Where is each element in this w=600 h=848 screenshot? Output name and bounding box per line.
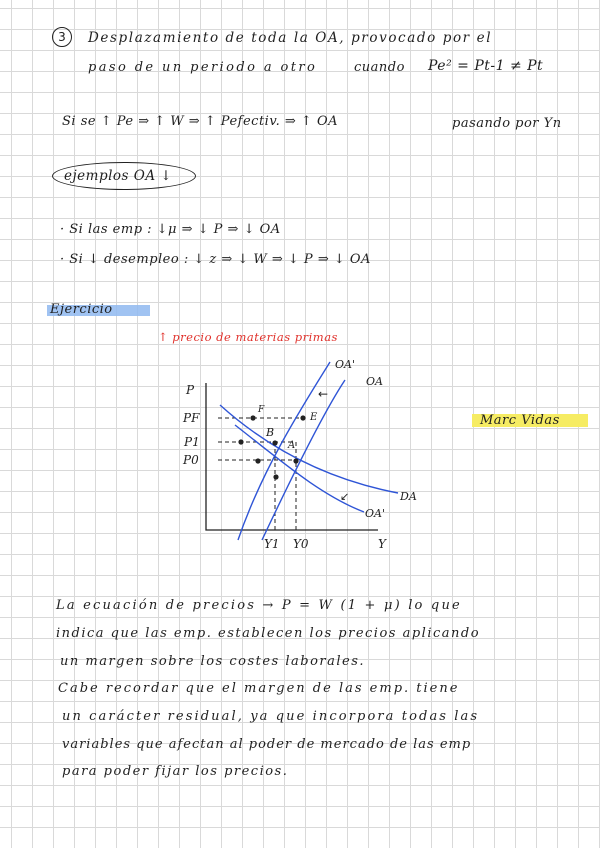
tick-y0: Y0 <box>293 537 309 551</box>
tick-p1: P1 <box>184 435 200 449</box>
heading-line-2-cuando: cuando <box>354 60 405 75</box>
tick-p0: P0 <box>183 453 199 467</box>
paragraph-line-1: La ecuación de precios → P = W (1 + μ) lo que <box>56 598 462 613</box>
chain-tail: pasando por Yn <box>452 116 562 131</box>
tick-pf: PF <box>183 411 200 425</box>
heading-line-1: Desplazamiento de toda la OA, provocado por el <box>88 30 493 46</box>
curve-label-oa: OA <box>366 375 383 388</box>
paragraph-line-4: Cabe recordar que el margen de las emp. tiene <box>58 681 460 696</box>
heading-line-2-text: paso de un periodo a otro <box>88 60 318 75</box>
examples-label: ejemplos OA ↓ <box>64 168 173 184</box>
axis-x-label: Y <box>378 537 386 551</box>
svg-text:←: ← <box>318 387 329 401</box>
point-f: F <box>258 405 265 415</box>
exercise-cause: ↑ precio de materias primas <box>158 330 338 344</box>
tick-y1: Y1 <box>264 537 280 551</box>
point-b: B <box>266 426 275 439</box>
exercise-label: Ejercicio <box>50 302 113 317</box>
paragraph-line-7: para poder fijar los precios. <box>62 764 289 779</box>
paragraph-line-3: un margen sobre los costes laborales. <box>60 654 366 669</box>
bullet-2: · Si ↓ desempleo : ↓ z ⇒ ↓ W ⇒ ↓ P ⇒ ↓ OA <box>60 252 371 267</box>
side-note: Marc Vidas <box>480 413 560 428</box>
curve-label-da: DA <box>400 490 417 503</box>
paragraph-line-2: indica que las emp. establecen los precios aplicando <box>56 626 481 641</box>
paragraph-line-6: variables que afectan al poder de mercado de las emp <box>62 737 472 752</box>
bullet-1: · Si las emp : ↓μ ⇒ ↓ P ⇒ ↓ OA <box>60 222 281 237</box>
chain-line: Si se ↑ Pe ⇒ ↑ W ⇒ ↑ Pefectiv. ⇒ ↑ OA <box>62 114 338 129</box>
guide-lines <box>218 418 305 532</box>
point-e: E <box>310 412 318 423</box>
axis-y-label: P <box>186 383 195 397</box>
paragraph-line-5: un carácter residual, ya que incorpora todas las <box>62 709 480 724</box>
section-number: 3 <box>52 27 72 47</box>
heading-formula: Pe² = Pt-1 ≠ Pt <box>428 58 544 74</box>
svg-text:↙: ↙ <box>340 490 350 503</box>
curve-label-oa-prime-lower: OA' <box>365 507 385 520</box>
point-a: A <box>288 440 296 451</box>
curve-label-oa-prime: OA' <box>335 358 355 371</box>
